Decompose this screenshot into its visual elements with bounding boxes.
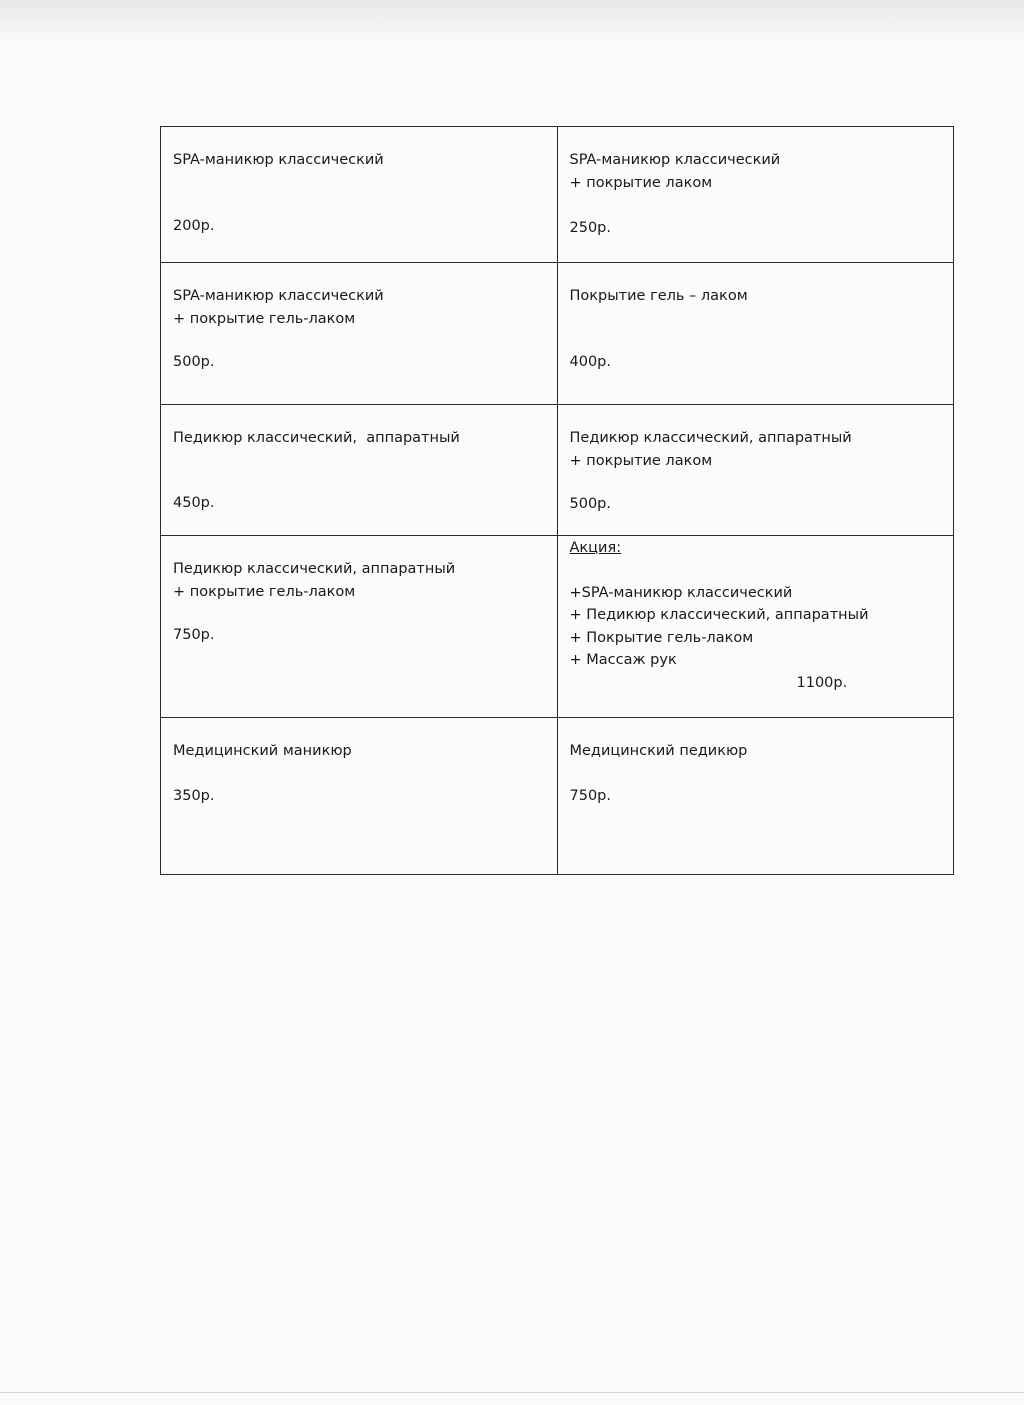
table-row: [161, 718, 954, 875]
price-cell: [161, 263, 558, 405]
table-row: [161, 405, 954, 536]
promo-item: + Покрытие гель-лаком: [569, 629, 754, 646]
price-cell: [161, 127, 558, 263]
promo-title: Акция:: [569, 540, 622, 556]
price-table: [160, 126, 954, 875]
promo-price: 1100р.: [796, 674, 848, 691]
service-price: 350р.: [173, 788, 215, 804]
service-addon: + покрытие гель-лаком: [173, 310, 356, 327]
price-cell: [557, 263, 954, 405]
promo-item: + Педикюр классический, аппаратный: [569, 607, 869, 623]
service-price: 450р.: [173, 495, 215, 511]
scan-edge-bottom: [0, 1392, 1024, 1393]
price-cell: [161, 405, 558, 536]
price-cell: [557, 718, 954, 875]
price-cell: [557, 405, 954, 536]
service-name: Медицинский педикюр: [569, 743, 748, 759]
service-name: Педикюр классический, аппаратный: [173, 561, 456, 577]
service-name: SPA-маникюр классический: [173, 288, 384, 304]
service-price: 250р.: [569, 220, 611, 236]
scan-shadow-top: [0, 0, 1024, 46]
table-row: [161, 536, 954, 718]
service-name: SPA-маникюр классический: [173, 152, 384, 168]
service-addon: + покрытие лаком: [569, 452, 713, 469]
promo-cell: [557, 536, 954, 718]
service-name: Покрытие гель – лаком: [569, 288, 748, 304]
service-addon: + покрытие лаком: [569, 174, 713, 191]
promo-item: +SPA-маникюр классический: [569, 584, 793, 601]
service-name: Педикюр классический, аппаратный: [173, 430, 460, 446]
service-price: 500р.: [569, 496, 611, 512]
service-price: 400р.: [569, 354, 611, 370]
price-cell: [557, 127, 954, 263]
service-name: SPA-маникюр классический: [569, 152, 781, 168]
table-row: [161, 127, 954, 263]
promo-item: + Массаж рук: [569, 652, 677, 668]
service-price: 750р.: [173, 627, 215, 643]
price-cell: [161, 718, 558, 875]
service-name: Педикюр классический, аппаратный: [569, 430, 852, 446]
service-price: 750р.: [569, 788, 611, 804]
service-name: Медицинский маникюр: [173, 743, 352, 759]
service-addon: + покрытие гель-лаком: [173, 583, 356, 600]
service-price: 200р.: [173, 218, 215, 234]
price-cell: [161, 536, 558, 718]
table-row: [161, 263, 954, 405]
service-price: 500р.: [173, 354, 215, 370]
